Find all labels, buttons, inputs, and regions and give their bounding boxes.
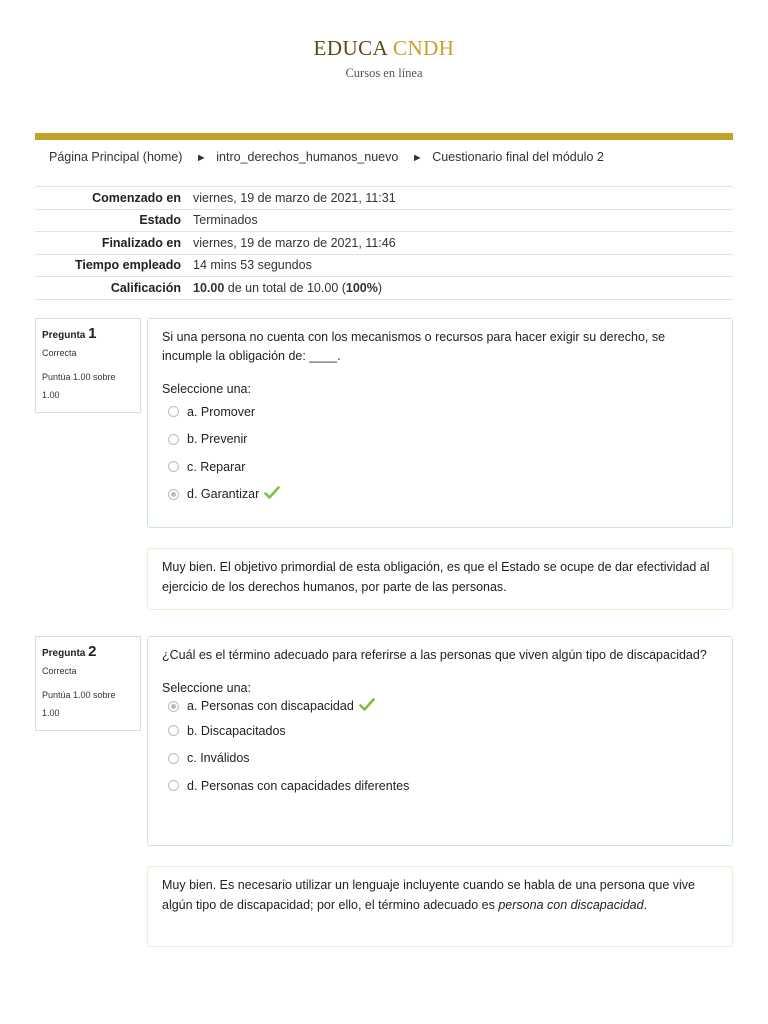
summary-key: Calificación [35, 277, 193, 300]
summary-key: Estado [35, 209, 193, 232]
question-grade: Puntúa 1.00 sobre 1.00 [42, 372, 116, 400]
summary-row [35, 209, 733, 232]
question-label: Pregunta [42, 330, 86, 341]
radio-button[interactable] [168, 753, 179, 764]
site-name-part1: EDUCA [313, 36, 388, 60]
summary-row [35, 232, 733, 255]
feedback-text: Muy bien. Es necesario utilizar un lenguaje incluyente cuando se habla de una persona que vive algún tipo de discapacidad; por ello, el término adecuado es [162, 878, 695, 912]
option-label: b. Prevenir [187, 432, 248, 447]
breadcrumb-course-link[interactable]: intro_derechos_humanos_nuevo [216, 150, 399, 164]
feedback-text-end: . [643, 897, 648, 912]
option-label: d. Garantizar [187, 487, 260, 502]
breadcrumb-home-link[interactable]: Página Principal (home) [49, 150, 183, 164]
grade-percent: 100% [345, 280, 378, 295]
option-label: c. Reparar [187, 459, 246, 474]
question-grade: Puntúa 1.00 sobre 1.00 [42, 690, 116, 718]
question-feedback-2 [147, 866, 733, 947]
checkmark-icon [264, 486, 280, 503]
grade-text-end: ) [377, 280, 383, 295]
answer-option[interactable] [162, 772, 718, 800]
summary-value: viernes, 19 de marzo de 2021, 11:46 [193, 232, 733, 255]
question-number [42, 325, 134, 342]
site-logo[interactable] [0, 36, 768, 61]
radio-button-selected[interactable] [168, 701, 179, 712]
question-state: Correcta [42, 666, 77, 676]
option-label: a. Promover [187, 404, 256, 419]
feedback-emphasis: persona con discapacidad [498, 897, 644, 912]
grade-text: de un total de 10.00 ( [224, 280, 346, 295]
breadcrumb-separator-icon: ► [411, 152, 423, 164]
question-number-value: 1 [88, 325, 97, 342]
summary-key: Tiempo empleado [35, 254, 193, 277]
radio-button[interactable] [168, 434, 179, 445]
answer-option-selected[interactable] [162, 695, 718, 717]
summary-key: Comenzado en [35, 187, 193, 210]
answer-option[interactable] [162, 745, 718, 773]
breadcrumb [49, 150, 604, 164]
question-info-2 [35, 636, 141, 731]
radio-button[interactable] [168, 406, 179, 417]
summary-row [35, 254, 733, 277]
summary-key: Finalizado en [35, 232, 193, 255]
answer-option[interactable] [162, 717, 718, 745]
question-content-2 [147, 636, 733, 846]
option-label: c. Inválidos [187, 751, 250, 766]
feedback-text: Muy bien. El objetivo primordial de esta obligación, es que el Estado se ocupe de dar efectividad al ejercicio de los derechos humanos, por parte de las personas. [162, 560, 710, 594]
option-label: a. Personas con discapacidad [187, 699, 354, 713]
attempt-summary-table [35, 186, 733, 300]
option-label: d. Personas con capacidades diferentes [187, 778, 410, 793]
answer-prompt: Seleccione una: [162, 681, 251, 695]
summary-value: Terminados [193, 209, 733, 232]
radio-button[interactable] [168, 780, 179, 791]
radio-button[interactable] [168, 725, 179, 736]
question-text: Si una persona no cuenta con los mecanismos o recursos para hacer exigir su derecho, se incumple la obligación de: ____. [162, 330, 666, 363]
question-number-value: 2 [88, 643, 97, 660]
summary-grade-value [193, 277, 733, 300]
site-name-part2: CNDH [392, 36, 455, 60]
summary-value: 14 mins 53 segundos [193, 254, 733, 277]
question-content-1 [147, 318, 733, 528]
grade-score: 10.00 [193, 280, 225, 295]
option-label: b. Discapacitados [187, 723, 286, 738]
site-subtitle: Cursos en línea [345, 66, 423, 80]
question-info-1 [35, 318, 141, 413]
question-label: Pregunta [42, 648, 86, 659]
nav-bar [35, 133, 733, 140]
breadcrumb-quiz-link[interactable]: Cuestionario final del módulo 2 [432, 150, 604, 164]
question-feedback-1 [147, 548, 733, 610]
answer-option[interactable] [162, 426, 718, 454]
summary-row [35, 187, 733, 210]
radio-button-selected[interactable] [168, 489, 179, 500]
question-number [42, 643, 134, 660]
radio-button[interactable] [168, 461, 179, 472]
question-text: ¿Cuál es el término adecuado para referirse a las personas que viven algún tipo de discapacidad? [162, 648, 707, 662]
breadcrumb-separator-icon: ► [195, 152, 207, 164]
checkmark-icon [359, 698, 375, 715]
answer-prompt: Seleccione una: [162, 382, 251, 396]
question-state: Correcta [42, 348, 77, 358]
summary-value: viernes, 19 de marzo de 2021, 11:31 [193, 187, 733, 210]
answer-option[interactable] [162, 453, 718, 481]
summary-row [35, 277, 733, 300]
answer-option[interactable] [162, 398, 718, 426]
answer-option-selected[interactable] [162, 481, 718, 509]
